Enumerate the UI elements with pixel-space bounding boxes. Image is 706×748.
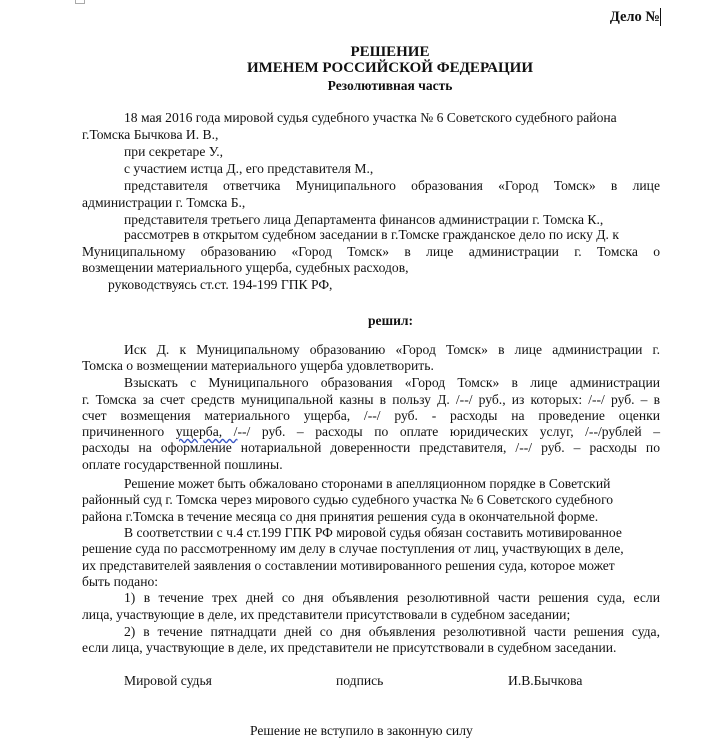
body-line: В соответствии с ч.4 ст.199 ГПК РФ мировой судья обязан составить мотивированное	[124, 525, 622, 540]
text-cursor	[660, 8, 661, 26]
intro-line: руководствуясь ст.ст. 194-199 ГПК РФ,	[108, 277, 333, 292]
body-line: лица, участвующие в деле, их представители присутствовали в судебном заседании;	[82, 607, 571, 622]
body-line: районный суд г. Томска через мирового судью судебного участка № 6 Советского судебного	[82, 492, 614, 507]
body-line: оплате государственной пошлины.	[82, 457, 283, 472]
signature-mark: подпись	[336, 673, 384, 688]
body-line: 2) в течение пятнадцати дней со дня объявления резолютивной части решения суда,	[124, 624, 660, 639]
document-subtitle: ИМЕНЕМ РОССИЙСКОЙ ФЕДЕРАЦИИ	[246, 60, 534, 76]
body-line: если лица, участвующие в деле, их представители не присутствовали в судебном заседании.	[82, 640, 617, 655]
body-line: Томска о возмещении материального ущерба удовлетворить.	[82, 358, 434, 373]
body-line: быть подано:	[82, 574, 159, 589]
body-text: --/ руб. – расходы по оплате юридических услуг, /--/рублей –	[237, 424, 660, 439]
body-line: Иск Д. к Муниципальному образованию «Город Томск» в лице администрации г.	[124, 342, 660, 357]
body-line: решение суда по рассмотренному им делу в случае поступления от лиц, участвующих в деле,	[82, 541, 624, 556]
intro-line: представителя ответчика Муниципального образования «Город Томск» в лице	[124, 178, 660, 193]
intro-line: возмещении материального ущерба, судебных расходов,	[82, 260, 409, 275]
intro-line: 18 мая 2016 года мировой судья судебного участка № 6 Советского судебного района	[124, 110, 617, 125]
case-number-label: Дело №	[609, 9, 660, 25]
body-line: Взыскать с Муниципального образования «Город Томск» в лице администрации	[124, 375, 660, 390]
intro-line: Муниципальному образованию «Город Томск» в лице администрации г. Томска о	[82, 244, 660, 259]
body-line: счет возмещения материального ущерба, /--/ руб. - расходы на проведение оценки	[82, 408, 660, 423]
body-line: расходы на оформление нотариальной доверенности представителя, /--/ руб. – расходы по	[82, 440, 660, 455]
body-line: Решение может быть обжаловано сторонами в апелляционном порядке в Советский	[124, 476, 611, 491]
body-line: г. Томска за счет средств муниципальной казны в пользу Д. /--/ руб., из которых: /--/ руб. – в	[82, 392, 660, 407]
intro-line: при секретаре У.,	[124, 144, 223, 159]
intro-line: администрации г. Томска Б.,	[82, 195, 246, 210]
intro-line: г.Томска Бычкова И. В.,	[82, 127, 219, 142]
body-line	[82, 424, 660, 441]
intro-line: рассмотрев в открытом судебном заседании в г.Томске гражданское дело по иску Д. к	[124, 227, 619, 242]
intro-line: с участием истца Д., его представителя М.,	[124, 161, 374, 176]
legal-status-note: Решение не вступило в законную силу	[250, 723, 473, 738]
page-corner-marker	[75, 0, 85, 4]
spellcheck-underline: ущерба, /	[175, 424, 238, 439]
signature-role: Мировой судья	[124, 673, 212, 688]
body-line: их представителей заявления о составлении мотивированного решения суда, которое может	[82, 558, 615, 573]
body-line: 1) в течение трех дней со дня объявления резолютивной части решения суда, если	[124, 590, 660, 605]
decided-heading: решил:	[368, 313, 414, 328]
intro-line: представителя третьего лица Департамента финансов администрации г. Томска К.,	[124, 212, 604, 227]
document-title: РЕШЕНИЕ	[350, 44, 430, 60]
body-text: причиненного	[82, 424, 176, 439]
section-title: Резолютивная часть	[327, 78, 453, 93]
signature-name: И.В.Бычкова	[508, 673, 583, 688]
body-line: района г.Томска в течение месяца со дня принятия решения суда в окончательной форме.	[82, 509, 599, 524]
